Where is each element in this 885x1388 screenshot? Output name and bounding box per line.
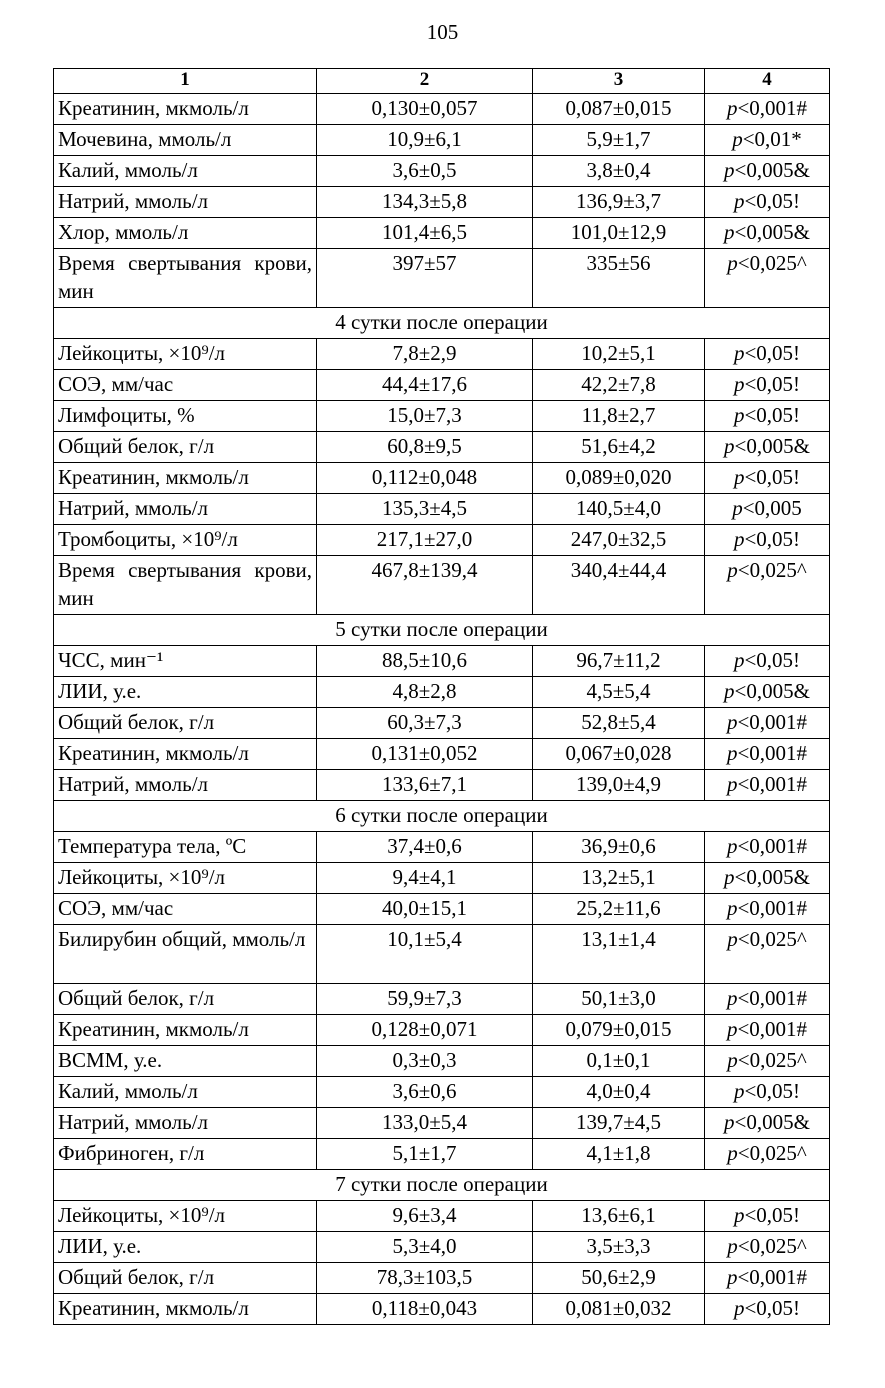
p-letter: p <box>727 251 738 275</box>
group-3-value: 4,5±5,4 <box>533 677 705 708</box>
group-3-value: 0,081±0,032 <box>533 1294 705 1325</box>
group-2-value: 133,0±5,4 <box>317 1108 533 1139</box>
group-2-value: 10,1±5,4 <box>317 925 533 984</box>
group-3-value: 42,2±7,8 <box>533 370 705 401</box>
group-3-value: 247,0±32,5 <box>533 525 705 556</box>
indicator-label: Натрий, ммоль/л <box>54 187 317 218</box>
p-letter: p <box>724 1110 735 1134</box>
indicator-label: Билирубин общий, ммоль/л <box>54 925 317 984</box>
group-3-value: 25,2±11,6 <box>533 894 705 925</box>
p-value: <0,005& <box>734 220 810 244</box>
p-letter: p <box>726 741 738 765</box>
p-value-cell <box>705 125 830 156</box>
table-row <box>54 925 830 984</box>
indicator-label: Мочевина, ммоль/л <box>54 125 317 156</box>
group-2-value: 59,9±7,3 <box>317 984 533 1015</box>
table-row <box>54 1263 830 1294</box>
p-value-cell <box>705 370 830 401</box>
p-letter: p <box>726 1265 738 1289</box>
group-3-value: 13,2±5,1 <box>533 863 705 894</box>
table-row <box>54 218 830 249</box>
table-row <box>54 556 830 615</box>
table-body <box>54 94 830 1325</box>
group-3-value: 139,7±4,5 <box>533 1108 705 1139</box>
group-2-value: 0,128±0,071 <box>317 1015 533 1046</box>
group-3-value: 139,0±4,9 <box>533 770 705 801</box>
group-3-value: 3,8±0,4 <box>533 156 705 187</box>
p-value-cell <box>705 339 830 370</box>
p-value: <0,001# <box>737 741 808 765</box>
p-letter: p <box>726 896 738 920</box>
p-value-cell <box>705 432 830 463</box>
group-3-value: 340,4±44,4 <box>533 556 705 615</box>
indicator-label: Натрий, ммоль/л <box>54 494 317 525</box>
indicator-label: Температура тела, ºС <box>54 832 317 863</box>
p-value-cell <box>705 556 830 615</box>
p-value-cell <box>705 463 830 494</box>
header-col-4: 4 <box>705 69 830 94</box>
group-2-value: 9,6±3,4 <box>317 1201 533 1232</box>
group-3-value: 51,6±4,2 <box>533 432 705 463</box>
table-row <box>54 708 830 739</box>
group-3-value: 52,8±5,4 <box>533 708 705 739</box>
p-value-cell <box>705 401 830 432</box>
p-letter: p <box>732 127 743 151</box>
p-letter: p <box>733 1203 745 1227</box>
table-row <box>54 984 830 1015</box>
p-letter: p <box>727 1048 738 1072</box>
p-value: <0,05! <box>744 648 801 672</box>
group-2-value: 0,130±0,057 <box>317 94 533 125</box>
group-3-value: 4,1±1,8 <box>533 1139 705 1170</box>
group-2-value: 133,6±7,1 <box>317 770 533 801</box>
table-row <box>54 494 830 525</box>
table-row <box>54 832 830 863</box>
group-2-value: 5,1±1,7 <box>317 1139 533 1170</box>
indicator-label: Лейкоциты, ×10⁹/л <box>54 339 317 370</box>
section-row <box>54 801 830 832</box>
p-value: <0,001# <box>737 1265 808 1289</box>
group-2-value: 10,9±6,1 <box>317 125 533 156</box>
p-value: <0,001# <box>737 986 808 1010</box>
p-letter: p <box>724 158 735 182</box>
p-value: <0,025^ <box>737 927 807 951</box>
indicator-label: ЧСС, мин⁻¹ <box>54 646 317 677</box>
p-value: <0,025^ <box>737 1141 807 1165</box>
group-3-value: 4,0±0,4 <box>533 1077 705 1108</box>
table-row <box>54 125 830 156</box>
indicator-label: Лимфоциты, % <box>54 401 317 432</box>
p-value-cell <box>705 646 830 677</box>
group-2-value: 135,3±4,5 <box>317 494 533 525</box>
group-2-value: 88,5±10,6 <box>317 646 533 677</box>
table-row <box>54 525 830 556</box>
group-3-value: 3,5±3,3 <box>533 1232 705 1263</box>
table-row <box>54 1201 830 1232</box>
table-row <box>54 863 830 894</box>
p-value-cell <box>705 494 830 525</box>
indicator-label: Время свертывания крови, мин <box>54 556 317 615</box>
p-value: <0,05! <box>744 1296 801 1320</box>
p-value: <0,025^ <box>737 558 807 582</box>
p-value: <0,025^ <box>737 251 807 275</box>
group-3-value: 335±56 <box>533 249 705 308</box>
p-value: <0,001# <box>737 896 808 920</box>
p-letter: p <box>727 1234 738 1258</box>
p-letter: p <box>733 1296 745 1320</box>
group-3-value: 36,9±0,6 <box>533 832 705 863</box>
p-letter: p <box>733 1079 745 1103</box>
p-value-cell <box>705 156 830 187</box>
indicator-label: Креатинин, мкмоль/л <box>54 1015 317 1046</box>
p-value-cell <box>705 1263 830 1294</box>
p-value-cell <box>705 984 830 1015</box>
p-value-cell <box>705 187 830 218</box>
table-row <box>54 156 830 187</box>
p-value-cell <box>705 925 830 984</box>
group-2-value: 217,1±27,0 <box>317 525 533 556</box>
group-2-value: 7,8±2,9 <box>317 339 533 370</box>
indicator-label: Хлор, ммоль/л <box>54 218 317 249</box>
header-col-3: 3 <box>533 69 705 94</box>
p-value-cell <box>705 1294 830 1325</box>
group-2-value: 134,3±5,8 <box>317 187 533 218</box>
group-3-value: 140,5±4,0 <box>533 494 705 525</box>
group-2-value: 0,118±0,043 <box>317 1294 533 1325</box>
table-row <box>54 1015 830 1046</box>
p-value-cell <box>705 677 830 708</box>
section-title: 4 сутки после операции <box>54 308 830 339</box>
header-col-1: 1 <box>54 69 317 94</box>
group-2-value: 3,6±0,5 <box>317 156 533 187</box>
group-3-value: 136,9±3,7 <box>533 187 705 218</box>
p-value-cell <box>705 1015 830 1046</box>
section-row <box>54 308 830 339</box>
p-letter: p <box>726 986 738 1010</box>
p-value: <0,05! <box>744 465 801 489</box>
p-letter: p <box>727 927 738 951</box>
indicator-label: Креатинин, мкмоль/л <box>54 739 317 770</box>
section-row <box>54 1170 830 1201</box>
group-2-value: 4,8±2,8 <box>317 677 533 708</box>
p-value: <0,025^ <box>737 1234 807 1258</box>
group-3-value: 11,8±2,7 <box>533 401 705 432</box>
p-value-cell <box>705 770 830 801</box>
p-value: <0,005& <box>734 1110 810 1134</box>
p-value: <0,025^ <box>737 1048 807 1072</box>
table-row <box>54 94 830 125</box>
indicator-label: Натрий, ммоль/л <box>54 770 317 801</box>
p-letter: p <box>726 772 738 796</box>
p-value-cell <box>705 1108 830 1139</box>
p-letter: p <box>726 96 738 120</box>
p-value: <0,05! <box>744 189 801 213</box>
table-row <box>54 646 830 677</box>
p-value: <0,01* <box>742 127 802 151</box>
p-letter: p <box>727 1141 738 1165</box>
group-2-value: 9,4±4,1 <box>317 863 533 894</box>
group-2-value: 40,0±15,1 <box>317 894 533 925</box>
p-letter: p <box>726 1017 738 1041</box>
indicator-label: Фибриноген, г/л <box>54 1139 317 1170</box>
p-letter: p <box>726 710 738 734</box>
group-3-value: 0,1±0,1 <box>533 1046 705 1077</box>
p-value-cell <box>705 1046 830 1077</box>
group-2-value: 37,4±0,6 <box>317 832 533 863</box>
p-value: <0,001# <box>737 710 808 734</box>
p-letter: p <box>726 834 738 858</box>
p-value: <0,05! <box>744 372 801 396</box>
table-row <box>54 370 830 401</box>
results-table <box>53 68 830 1325</box>
table-row <box>54 463 830 494</box>
indicator-label: Калий, ммоль/л <box>54 1077 317 1108</box>
indicator-label: СОЭ, мм/час <box>54 894 317 925</box>
p-value: <0,005& <box>734 865 810 889</box>
table-row <box>54 1139 830 1170</box>
group-3-value: 13,6±6,1 <box>533 1201 705 1232</box>
group-2-value: 3,6±0,6 <box>317 1077 533 1108</box>
table-row <box>54 401 830 432</box>
group-3-value: 0,089±0,020 <box>533 463 705 494</box>
header-row <box>54 69 830 94</box>
p-value: <0,001# <box>737 1017 808 1041</box>
p-value: <0,05! <box>744 1203 801 1227</box>
p-letter: p <box>733 341 745 365</box>
indicator-label: ЛИИ, у.е. <box>54 677 317 708</box>
indicator-label: Время свертывания крови, мин <box>54 249 317 308</box>
p-value: <0,001# <box>737 772 808 796</box>
group-3-value: 50,1±3,0 <box>533 984 705 1015</box>
p-letter: p <box>733 403 745 427</box>
p-letter: p <box>733 648 745 672</box>
group-2-value: 0,112±0,048 <box>317 463 533 494</box>
p-value: <0,05! <box>744 527 801 551</box>
p-letter: p <box>727 558 738 582</box>
group-3-value: 101,0±12,9 <box>533 218 705 249</box>
p-letter: p <box>724 679 735 703</box>
p-value-cell <box>705 894 830 925</box>
p-value: <0,05! <box>744 403 801 427</box>
indicator-label: Общий белок, г/л <box>54 984 317 1015</box>
p-value-cell <box>705 708 830 739</box>
section-title: 5 сутки после операции <box>54 615 830 646</box>
section-title: 6 сутки после операции <box>54 801 830 832</box>
group-2-value: 101,4±6,5 <box>317 218 533 249</box>
p-value-cell <box>705 1232 830 1263</box>
indicator-label: ВСММ, у.е. <box>54 1046 317 1077</box>
p-value-cell <box>705 218 830 249</box>
section-title: 7 сутки после операции <box>54 1170 830 1201</box>
table-row <box>54 1046 830 1077</box>
group-2-value: 60,8±9,5 <box>317 432 533 463</box>
p-letter: p <box>724 434 735 458</box>
p-letter: p <box>733 527 745 551</box>
indicator-label: ЛИИ, у.е. <box>54 1232 317 1263</box>
p-value-cell <box>705 1077 830 1108</box>
table-row <box>54 187 830 218</box>
indicator-label: Общий белок, г/л <box>54 708 317 739</box>
indicator-label: Лейкоциты, ×10⁹/л <box>54 863 317 894</box>
p-letter: p <box>724 220 735 244</box>
p-value-cell <box>705 94 830 125</box>
group-3-value: 96,7±11,2 <box>533 646 705 677</box>
p-value-cell <box>705 832 830 863</box>
p-value: <0,05! <box>744 1079 801 1103</box>
p-value-cell <box>705 525 830 556</box>
table-row <box>54 677 830 708</box>
group-3-value: 5,9±1,7 <box>533 125 705 156</box>
group-2-value: 397±57 <box>317 249 533 308</box>
group-3-value: 0,079±0,015 <box>533 1015 705 1046</box>
group-2-value: 15,0±7,3 <box>317 401 533 432</box>
indicator-label: Калий, ммоль/л <box>54 156 317 187</box>
p-value: <0,005& <box>734 158 810 182</box>
group-3-value: 0,067±0,028 <box>533 739 705 770</box>
indicator-label: Тромбоциты, ×10⁹/л <box>54 525 317 556</box>
group-2-value: 60,3±7,3 <box>317 708 533 739</box>
table-row <box>54 339 830 370</box>
table-row <box>54 739 830 770</box>
group-2-value: 0,131±0,052 <box>317 739 533 770</box>
indicator-label: Креатинин, мкмоль/л <box>54 94 317 125</box>
p-value-cell <box>705 863 830 894</box>
page-number: 105 <box>426 20 459 44</box>
group-2-value: 467,8±139,4 <box>317 556 533 615</box>
group-3-value: 50,6±2,9 <box>533 1263 705 1294</box>
table-row <box>54 1294 830 1325</box>
table-row <box>54 1077 830 1108</box>
p-value-cell <box>705 1201 830 1232</box>
p-value: <0,001# <box>737 834 808 858</box>
p-value: <0,001# <box>737 96 808 120</box>
group-2-value: 0,3±0,3 <box>317 1046 533 1077</box>
group-2-value: 44,4±17,6 <box>317 370 533 401</box>
p-letter: p <box>732 496 743 520</box>
p-value: <0,005& <box>734 679 810 703</box>
p-value: <0,005 <box>742 496 802 520</box>
group-2-value: 78,3±103,5 <box>317 1263 533 1294</box>
group-2-value: 5,3±4,0 <box>317 1232 533 1263</box>
p-value-cell <box>705 739 830 770</box>
indicator-label: Креатинин, мкмоль/л <box>54 463 317 494</box>
group-3-value: 10,2±5,1 <box>533 339 705 370</box>
p-value: <0,05! <box>744 341 801 365</box>
p-value-cell <box>705 249 830 308</box>
p-letter: p <box>733 372 745 396</box>
p-letter: p <box>733 189 745 213</box>
table-row <box>54 770 830 801</box>
group-3-value: 0,087±0,015 <box>533 94 705 125</box>
section-row <box>54 615 830 646</box>
indicator-label: Натрий, ммоль/л <box>54 1108 317 1139</box>
indicator-label: Общий белок, г/л <box>54 1263 317 1294</box>
indicator-label: Креатинин, мкмоль/л <box>54 1294 317 1325</box>
header-col-2: 2 <box>317 69 533 94</box>
table-row <box>54 1108 830 1139</box>
p-letter: p <box>724 865 735 889</box>
table-row <box>54 249 830 308</box>
indicator-label: СОЭ, мм/час <box>54 370 317 401</box>
table-row <box>54 1232 830 1263</box>
table-row <box>54 894 830 925</box>
indicator-label: Общий белок, г/л <box>54 432 317 463</box>
p-value: <0,005& <box>734 434 810 458</box>
group-3-value: 13,1±1,4 <box>533 925 705 984</box>
p-value-cell <box>705 1139 830 1170</box>
table-row <box>54 432 830 463</box>
indicator-label: Лейкоциты, ×10⁹/л <box>54 1201 317 1232</box>
p-letter: p <box>733 465 745 489</box>
